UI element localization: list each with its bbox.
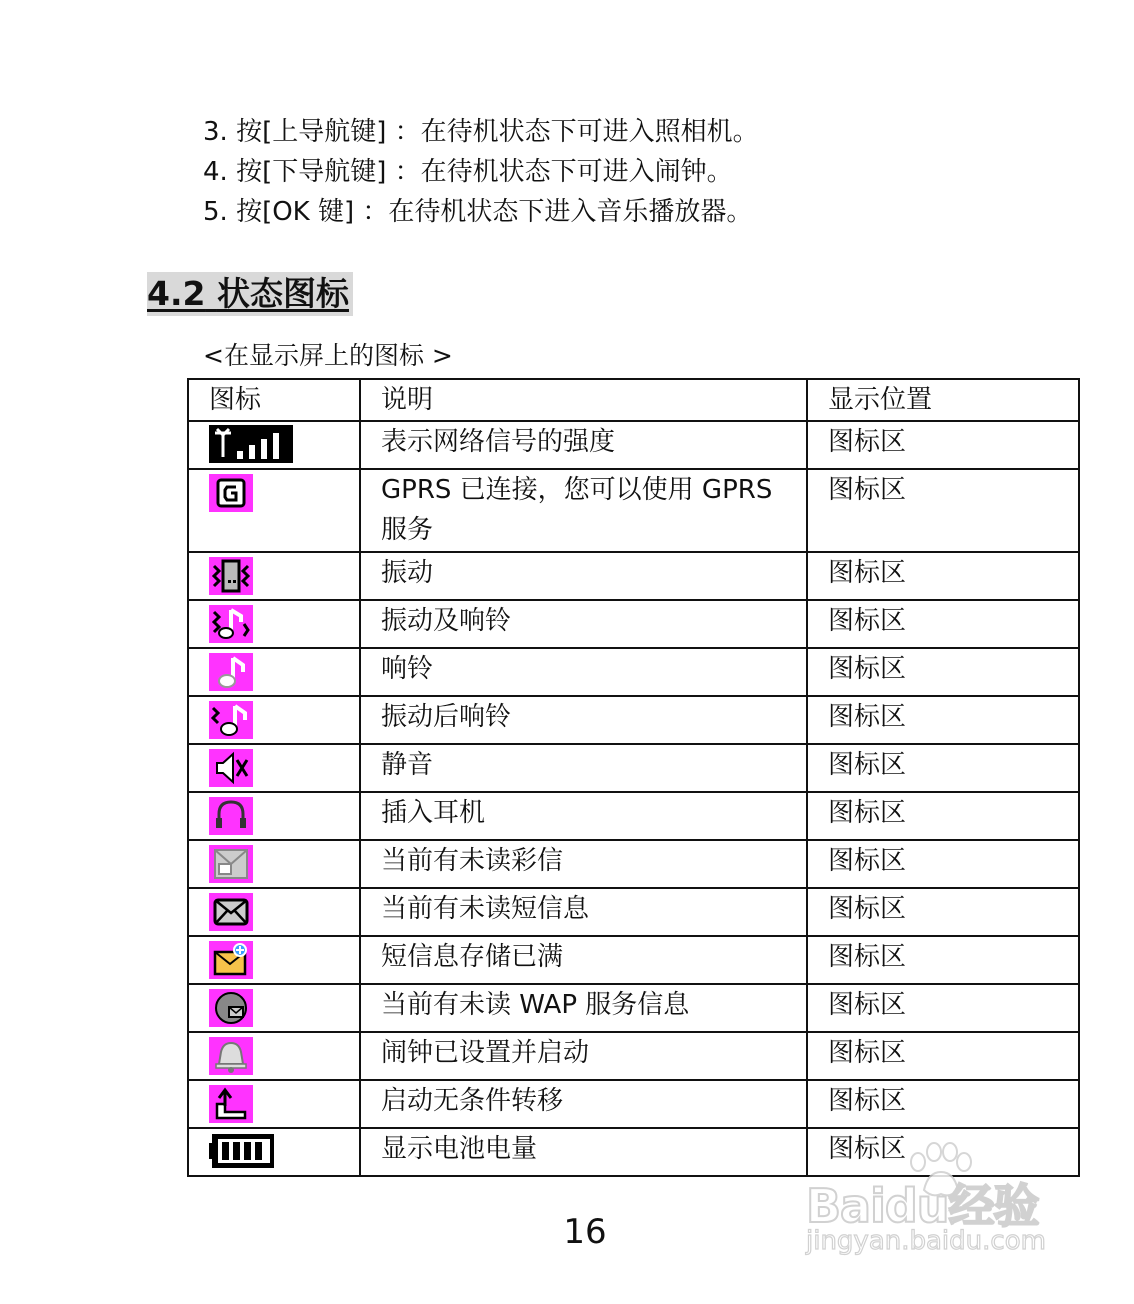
row-position: 图标区: [807, 792, 1079, 840]
header-position: 显示位置: [807, 379, 1079, 421]
row-description: 表示网络信号的强度: [360, 421, 807, 469]
table-row: [188, 744, 1079, 792]
row-description: 短信息存储已满: [360, 936, 807, 984]
wap-message-icon: [209, 989, 253, 1027]
gprs-icon: [209, 474, 253, 512]
page-number: 16: [563, 1212, 607, 1252]
row-position: 图标区: [807, 469, 1079, 552]
row-description: 振动后响铃: [360, 696, 807, 744]
table-row: [188, 984, 1079, 1032]
row-description: 振动及响铃: [360, 600, 807, 648]
vibrate-then-ring-icon: [209, 701, 253, 739]
vibrate-icon: [209, 557, 253, 595]
row-description: 当前有未读 WAP 服务信息: [360, 984, 807, 1032]
vibrate-and-ring-icon: [209, 605, 253, 643]
status-icon-table: [187, 378, 1080, 1177]
row-position: 图标区: [807, 552, 1079, 600]
table-row: [188, 552, 1079, 600]
row-position: 图标区: [807, 936, 1079, 984]
table-row: [188, 840, 1079, 888]
ring-icon: [209, 653, 253, 691]
row-position: 图标区: [807, 1080, 1079, 1128]
row-position: 图标区: [807, 648, 1079, 696]
watermark-url: jingyan.baidu.com: [806, 1226, 1046, 1256]
row-position: 图标区: [807, 744, 1079, 792]
alarm-icon: [209, 1037, 253, 1075]
signal-strength-icon: [209, 425, 293, 463]
row-position: 图标区: [807, 840, 1079, 888]
row-description: 响铃: [360, 648, 807, 696]
row-position: 图标区: [807, 421, 1079, 469]
row-position: 图标区: [807, 1032, 1079, 1080]
table-header-row: [188, 379, 1079, 421]
headset-icon: [209, 797, 253, 835]
table-row: [188, 469, 1079, 552]
list-item: 5. 按[OK 键] ：在待机状态下进入音乐播放器。: [203, 197, 753, 227]
row-description: 振动: [360, 552, 807, 600]
row-description: 闹钟已设置并启动: [360, 1032, 807, 1080]
table-row: [188, 648, 1079, 696]
row-description: 插入耳机: [360, 792, 807, 840]
section-number: 4.2: [147, 274, 206, 313]
mute-icon: [209, 749, 253, 787]
row-description: 静音: [360, 744, 807, 792]
row-position: 图标区: [807, 984, 1079, 1032]
header-icon: 图标: [188, 379, 360, 421]
row-description: 显示电池电量: [360, 1128, 807, 1176]
section-heading: [147, 272, 353, 316]
row-description: 当前有未读短信息: [360, 888, 807, 936]
battery-icon: [209, 1131, 279, 1171]
baidu-watermark: [806, 1140, 1068, 1260]
table-row: [188, 421, 1079, 469]
unread-mms-icon: [209, 845, 253, 883]
row-position: 图标区: [807, 1128, 1079, 1176]
row-description: 当前有未读彩信: [360, 840, 807, 888]
table-row: [188, 696, 1079, 744]
table-row: [188, 1080, 1079, 1128]
watermark-brand: Baidu经验: [806, 1179, 1039, 1233]
row-description: GPRS 已连接，您可以使用 GPRS 服务: [360, 469, 807, 552]
unread-sms-icon: [209, 893, 253, 931]
row-description: 启动无条件转移: [360, 1080, 807, 1128]
list-item: 4. 按[下导航键] ：在待机状态下可进入闹钟。: [203, 157, 733, 187]
key-instruction-list: [203, 112, 759, 232]
table-row: [188, 600, 1079, 648]
header-description: 说明: [360, 379, 807, 421]
call-forward-icon: [209, 1085, 253, 1123]
table-row: [188, 888, 1079, 936]
row-position: 图标区: [807, 888, 1079, 936]
row-position: 图标区: [807, 600, 1079, 648]
section-title: 状态图标: [216, 274, 349, 313]
table-caption: <在显示屏上的图标 >: [203, 341, 453, 370]
table-row: [188, 1032, 1079, 1080]
table-row: [188, 936, 1079, 984]
row-position: 图标区: [807, 696, 1079, 744]
table-row: [188, 792, 1079, 840]
sms-full-icon: [209, 941, 253, 979]
list-item: 3. 按[上导航键] ：在待机状态下可进入照相机。: [203, 117, 759, 147]
